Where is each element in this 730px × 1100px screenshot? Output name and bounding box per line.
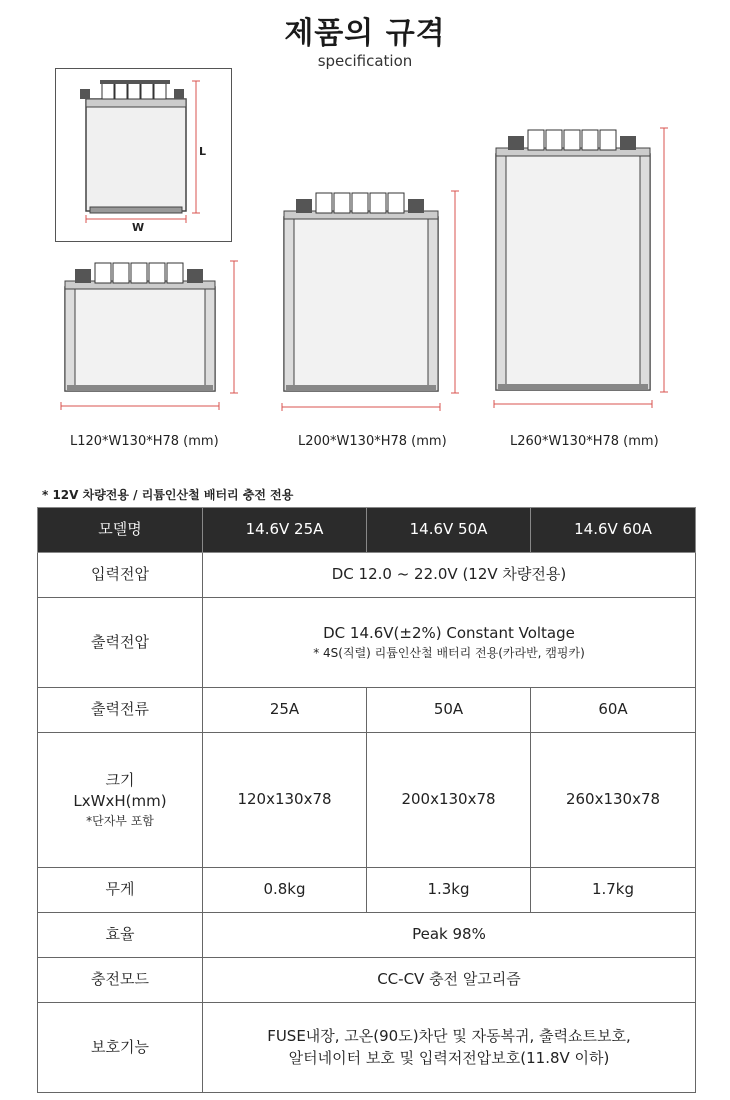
page-title: 제품의 규격: [284, 16, 446, 51]
table-cell: 60A: [531, 688, 696, 733]
efficiency-value: Peak 98%: [203, 913, 696, 958]
table-cell: 120x130x78: [203, 733, 367, 868]
row-label: 크기: [105, 770, 135, 789]
table-cell: 1.7kg: [531, 868, 696, 913]
output-voltage-value: DC 14.6V(±2%) Constant Voltage: [323, 623, 575, 642]
protection-line-2: 알터네이터 보호 및 입력저전압보호(11.8V 이하): [288, 1048, 610, 1067]
table-row: [38, 688, 696, 733]
size-label-cell: [38, 733, 203, 868]
table-row: [38, 868, 696, 913]
table-cell: 1.3kg: [367, 868, 531, 913]
table-header-row: [38, 508, 696, 553]
row-label: 효율: [38, 913, 203, 958]
header-cell: 14.6V 60A: [531, 508, 696, 553]
row-label: 입력전압: [38, 553, 203, 598]
row-label: 출력전류: [38, 688, 203, 733]
row-label: 출력전압: [38, 598, 203, 688]
header-cell: 14.6V 50A: [367, 508, 531, 553]
table-cell: 25A: [203, 688, 367, 733]
input-voltage-value: DC 12.0 ~ 22.0V (12V 차량전용): [203, 553, 696, 598]
header-cell: 모델명: [38, 508, 203, 553]
charge-mode-value: CC-CV 충전 알고리즘: [203, 958, 696, 1003]
row-label-unit: LxWxH(mm): [73, 792, 167, 811]
table-row: [38, 1003, 696, 1093]
device-medium-dimension: L200*W130*H78 (mm): [298, 434, 447, 449]
page-subtitle: specification: [317, 52, 413, 70]
usage-note: * 12V 차량전용 / 리튬인산철 배터리 충전 전용: [42, 488, 294, 502]
row-label: 무게: [38, 868, 203, 913]
header-cell: 14.6V 25A: [203, 508, 367, 553]
table-cell: 200x130x78: [367, 733, 531, 868]
protection-line-1: FUSE내장, 고온(90도)차단 및 자동복귀, 출력쇼트보호,: [267, 1026, 631, 1045]
table-cell: 50A: [367, 688, 531, 733]
row-label: 보호기능: [38, 1003, 203, 1093]
device-large-drawing: [492, 122, 682, 414]
row-label-note: *단자부 포함: [86, 814, 154, 829]
device-large-dimension: L260*W130*H78 (mm): [510, 434, 659, 449]
protection-cell: [203, 1003, 696, 1093]
table-row: [38, 553, 696, 598]
row-label: 충전모드: [38, 958, 203, 1003]
table-row: [38, 958, 696, 1003]
device-medium-drawing: [280, 185, 470, 415]
output-voltage-note: * 4S(직렬) 리튬인산철 배터리 전용(카라반, 캠핑카): [313, 645, 585, 660]
table-row: [38, 913, 696, 958]
output-voltage-cell: [203, 598, 696, 688]
table-row: [38, 598, 696, 688]
length-label: L: [199, 145, 207, 158]
table-cell: 260x130x78: [531, 733, 696, 868]
device-small-drawing: [55, 255, 245, 415]
top-view-diagram: [55, 68, 232, 242]
width-label: W: [132, 221, 145, 234]
specification-table: [37, 507, 696, 1093]
table-cell: 0.8kg: [203, 868, 367, 913]
device-small-dimension: L120*W130*H78 (mm): [70, 434, 219, 449]
table-row: [38, 733, 696, 868]
